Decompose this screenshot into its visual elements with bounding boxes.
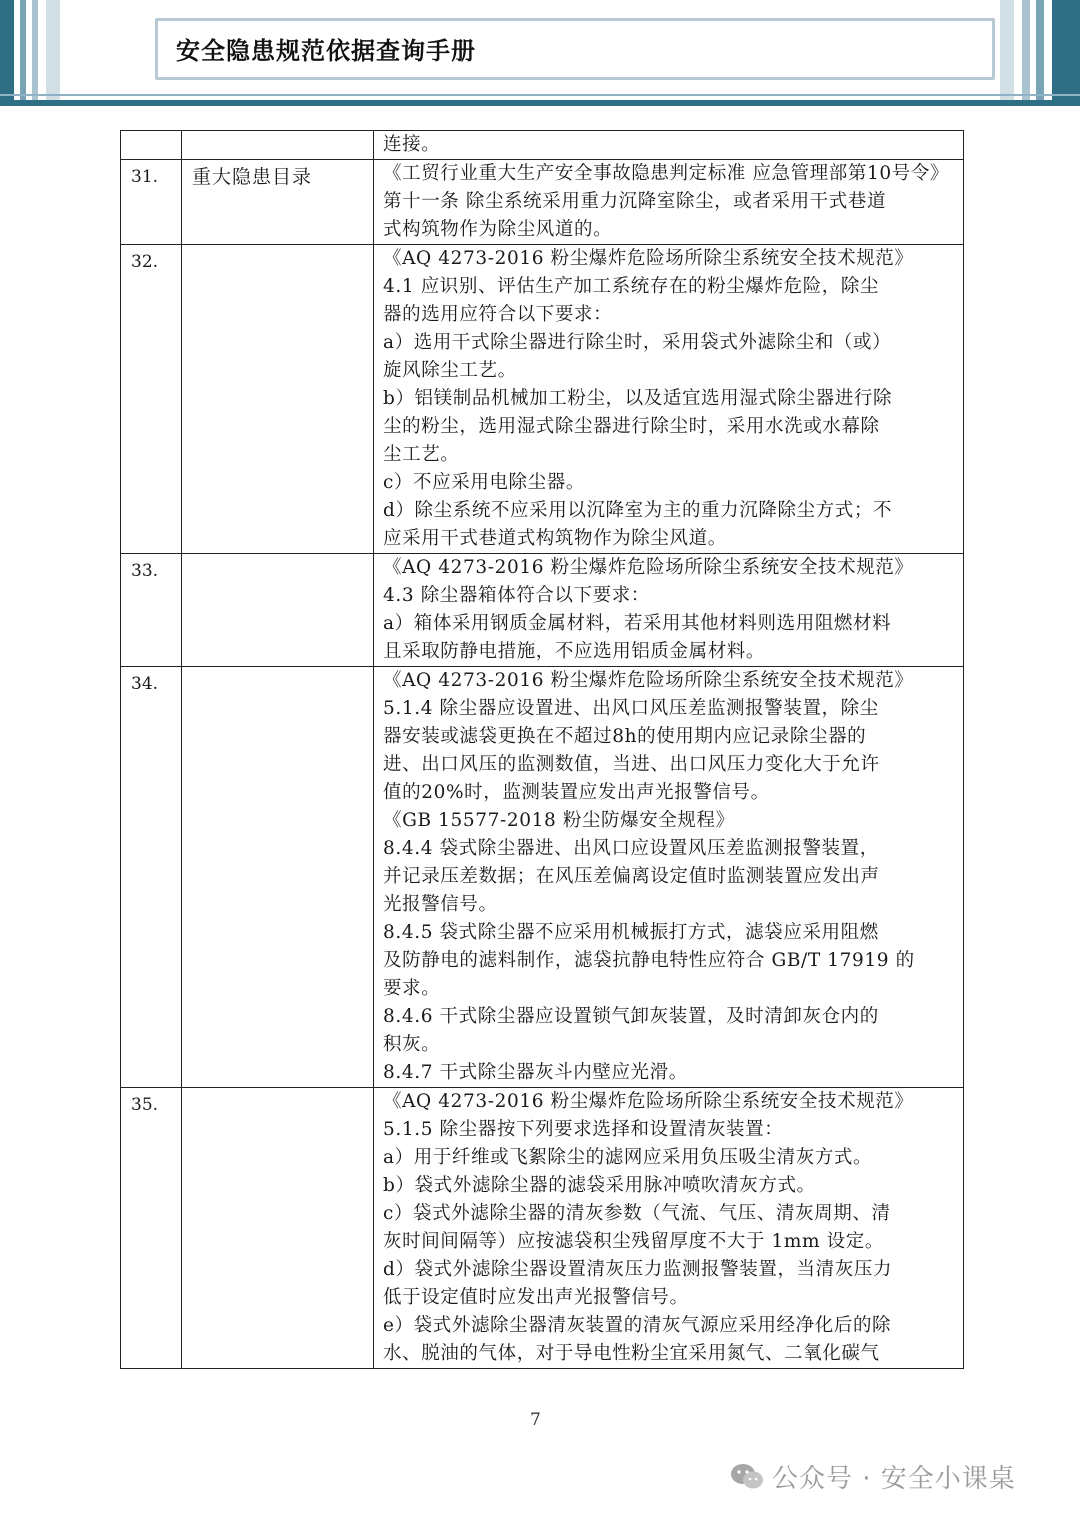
content-line: c）不应采用电除尘器。	[383, 472, 585, 493]
content-line: d）除尘系统不应采用以沉降室为主的重力沉降除尘方式；不	[383, 500, 893, 521]
content-line: 8.4.6 干式除尘器应设置锁气卸灰装置，及时清卸灰仓内的	[383, 1006, 879, 1027]
content-line: 并记录压差数据；在风压差偏离设定值时监测装置应发出声	[383, 866, 880, 887]
content-line: 尘的粉尘，选用湿式除尘器进行除尘时，采用水洗或水幕除	[383, 416, 880, 437]
table-row	[121, 1088, 964, 1369]
content-line: 式构筑物作为除尘风道的。	[383, 219, 613, 240]
content-line: d）袋式外滤除尘器设置清灰压力监测报警装置，当清灰压力	[383, 1259, 893, 1280]
row-content	[374, 245, 964, 554]
header-rule	[0, 100, 1080, 106]
row-number: 35.	[121, 1088, 182, 1369]
content-line: a）用于纤维或飞絮除尘的滤网应采用负压吸尘清灰方式。	[383, 1147, 873, 1168]
row-number: 32.	[121, 245, 182, 554]
header-stripes-left	[20, 0, 140, 100]
content-line: 《AQ 4273-2016 粉尘爆炸危险场所除尘系统安全技术规范》	[383, 557, 914, 578]
row-category	[182, 131, 374, 160]
regulation-table	[120, 130, 964, 1369]
content-line: 《工贸行业重大生产安全事故隐患判定标准 应急管理部第10号令》	[383, 163, 950, 184]
content-line: 灰时间间隔等）应按滤袋积尘残留厚度不大于 1mm 设定。	[383, 1231, 884, 1252]
content-line: 4.1 应识别、评估生产加工系统存在的粉尘爆炸危险，除尘	[383, 276, 880, 297]
row-number: 31.	[121, 160, 182, 245]
content-line: 5.1.5 除尘器按下列要求选择和设置清灰装置：	[383, 1119, 784, 1140]
content-line: 器安装或滤袋更换在不超过8h的使用期内应记录除尘器的	[383, 726, 867, 747]
content-line: b）铝镁制品机械加工粉尘，以及适宜选用湿式除尘器进行除	[383, 388, 893, 409]
content-line: 器的选用应符合以下要求：	[383, 304, 613, 325]
table-row	[121, 160, 964, 245]
header-left-bar	[0, 0, 14, 100]
content-line: 第十一条 除尘系统采用重力沉降室除尘，或者采用干式巷道	[383, 191, 887, 212]
row-content	[374, 554, 964, 667]
row-number: 34.	[121, 667, 182, 1088]
table-row	[121, 554, 964, 667]
header-rule-thin	[0, 94, 1080, 96]
row-category: 重大隐患目录	[182, 160, 374, 245]
content-line: 5.1.4 除尘器应设置进、出风口风压差监测报警装置，除尘	[383, 698, 879, 719]
content-line: 值的20%时，监测装置应发出声光报警信号。	[383, 782, 770, 803]
header-stripes-right	[1000, 0, 1080, 100]
content-line: 积灰。	[383, 1034, 441, 1055]
row-number: 33.	[121, 554, 182, 667]
content-line: 应采用干式巷道式构筑物作为除尘风道。	[383, 528, 727, 549]
content-line: 4.3 除尘器箱体符合以下要求：	[383, 585, 650, 606]
row-content	[374, 1088, 964, 1369]
content-line: 光报警信号。	[383, 894, 498, 915]
content-line: c）袋式外滤除尘器的清灰参数（气流、气压、清灰周期、清	[383, 1203, 891, 1224]
row-content	[374, 160, 964, 245]
content-line: 8.4.7 干式除尘器灰斗内壁应光滑。	[383, 1062, 688, 1083]
row-content	[374, 667, 964, 1088]
content-line: 《GB 15577-2018 粉尘防爆安全规程》	[383, 810, 735, 831]
content-line: 连接。	[383, 134, 441, 155]
content-line: a）选用干式除尘器进行除尘时，采用袋式外滤除尘和（或）	[383, 332, 892, 353]
content-line: a）箱体采用钢质金属材料，若采用其他材料则选用阻燃材料	[383, 613, 892, 634]
content-line: 尘工艺。	[383, 444, 460, 465]
watermark	[730, 1458, 1016, 1495]
content-line: 《AQ 4273-2016 粉尘爆炸危险场所除尘系统安全技术规范》	[383, 1091, 914, 1112]
row-category	[182, 1088, 374, 1369]
row-category	[182, 245, 374, 554]
content-line: 低于设定值时应发出声光报警信号。	[383, 1287, 689, 1308]
content-line: e）袋式外滤除尘器清灰装置的清灰气源应采用经净化后的除	[383, 1315, 892, 1336]
content-line: 8.4.4 袋式除尘器进、出风口应设置风压差监测报警装置，	[383, 838, 879, 859]
content-line: 《AQ 4273-2016 粉尘爆炸危险场所除尘系统安全技术规范》	[383, 670, 914, 691]
row-category	[182, 554, 374, 667]
page-title: 安全隐患规范依据查询手册	[176, 37, 476, 65]
content-line: 且采取防静电措施，不应选用铝质金属材料。	[383, 641, 766, 662]
content-line: 旋风除尘工艺。	[383, 360, 517, 381]
page-number: 7	[530, 1410, 541, 1430]
header-title-box	[155, 18, 995, 80]
content-line: 进、出口风压的监测数值，当进、出口风压力变化大于允许	[383, 754, 880, 775]
row-category	[182, 667, 374, 1088]
content-line: 及防静电的滤料制作，滤袋抗静电特性应符合 GB/T 17919 的	[383, 950, 915, 971]
table-row	[121, 667, 964, 1088]
table-row	[121, 131, 964, 160]
row-content	[374, 131, 964, 160]
content-line: 8.4.5 袋式除尘器不应采用机械振打方式，滤袋应采用阻燃	[383, 922, 879, 943]
watermark-text: 公众号 · 安全小课桌	[772, 1464, 1016, 1494]
content-line: b）袋式外滤除尘器的滤袋采用脉冲喷吹清灰方式。	[383, 1175, 816, 1196]
wechat-icon	[730, 1462, 764, 1492]
content-line: 要求。	[383, 978, 441, 999]
content-line: 《AQ 4273-2016 粉尘爆炸危险场所除尘系统安全技术规范》	[383, 248, 914, 269]
table-row	[121, 245, 964, 554]
content-line: 水、脱油的气体，对于导电性粉尘宜采用氮气、二氧化碳气	[383, 1343, 880, 1364]
row-number	[121, 131, 182, 160]
